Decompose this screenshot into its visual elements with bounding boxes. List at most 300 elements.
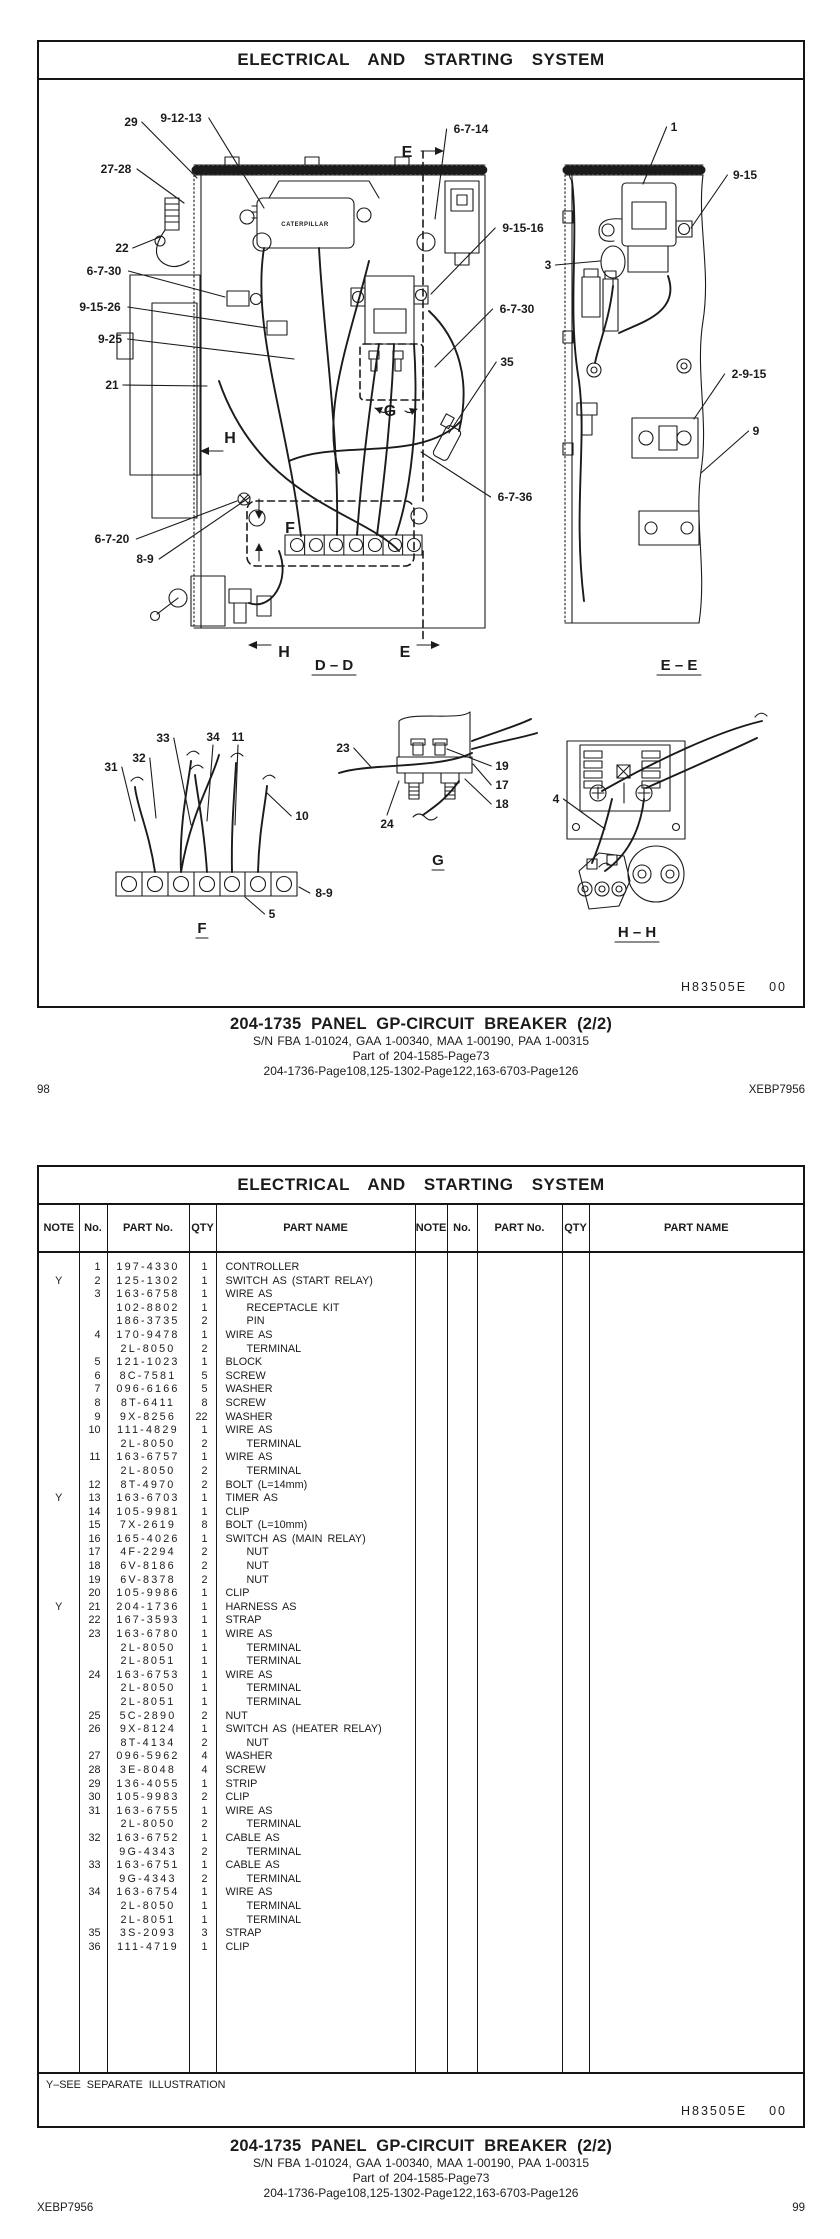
cell-item-no — [447, 1302, 477, 1316]
cell-part-name: TERMINAL — [216, 1642, 415, 1656]
cell-part-no — [477, 1628, 562, 1642]
cell-item-no — [447, 1914, 477, 1928]
cell-part-name: WIRE AS — [216, 1628, 415, 1642]
cell-part-no: 163-6758 — [107, 1288, 189, 1302]
cell-part-no: 2L-8050 — [107, 1642, 189, 1656]
cell-part-no: 2L-8051 — [107, 1655, 189, 1669]
cell-note — [415, 1778, 447, 1792]
cell-qty: 1 — [189, 1601, 216, 1615]
callout-leader — [133, 237, 160, 248]
cell-part-name: NUT — [216, 1574, 415, 1588]
cell-part-name — [589, 1601, 803, 1615]
callout-leader — [150, 758, 156, 818]
cell-part-no: 163-6753 — [107, 1669, 189, 1683]
cell-note — [415, 1315, 447, 1329]
cell-item-no — [447, 1628, 477, 1642]
document-code: XEBP7956 — [37, 2202, 94, 2214]
cell-part-no: 6V-8186 — [107, 1560, 189, 1574]
cell-part-no: 4F-2294 — [107, 1546, 189, 1560]
table-row — [39, 1778, 803, 1792]
table-row — [39, 1275, 803, 1289]
cell-item-no — [447, 1832, 477, 1846]
cell-qty — [562, 1737, 589, 1751]
cell-part-name: TERMINAL — [216, 1846, 415, 1860]
cell-note — [415, 1424, 447, 1438]
cell-note — [415, 1411, 447, 1425]
cell-note — [415, 1438, 447, 1452]
side-panel-view — [563, 165, 706, 623]
cell-part-no: 2L-8051 — [107, 1914, 189, 1928]
cell-note — [415, 1261, 447, 1275]
cell-qty — [562, 1818, 589, 1832]
cell-qty — [562, 1859, 589, 1873]
cell-item-no — [447, 1954, 477, 2072]
cell-part-name — [589, 1451, 803, 1465]
cell-part-no: 2L-8051 — [107, 1696, 189, 1710]
cell-note — [39, 1252, 79, 1261]
cell-item-no: 34 — [79, 1886, 107, 1900]
cell-part-no: 167-3593 — [107, 1614, 189, 1628]
callout-label: 9-15-16 — [502, 221, 544, 235]
cell-item-no — [447, 1723, 477, 1737]
cell-item-no — [447, 1343, 477, 1357]
cell-part-no: 3S-2093 — [107, 1927, 189, 1941]
callout-label: 22 — [115, 241, 129, 255]
cell-note — [39, 1397, 79, 1411]
cell-item-no: 8 — [79, 1397, 107, 1411]
table-row — [39, 1252, 803, 1261]
cell-part-no — [107, 1954, 189, 2072]
cell-part-no — [477, 1302, 562, 1316]
callout-label: 29 — [124, 115, 138, 129]
section-label: F — [197, 920, 207, 937]
cell-qty — [562, 1601, 589, 1615]
footnote-text: Y–SEE SEPARATE ILLUSTRATION — [46, 2079, 226, 2091]
cell-note — [39, 1954, 79, 2072]
table-row — [39, 1506, 803, 1520]
cell-part-no: 111-4719 — [107, 1941, 189, 1955]
cell-part-no — [477, 1900, 562, 1914]
callout-label: 9-25 — [97, 332, 123, 346]
cell-part-no — [477, 1574, 562, 1588]
table-row — [39, 1451, 803, 1465]
cell-qty: 1 — [189, 1941, 216, 1955]
cell-part-no — [477, 1275, 562, 1289]
cell-qty — [562, 1438, 589, 1452]
cell-qty: 2 — [189, 1465, 216, 1479]
cell-part-name — [589, 1723, 803, 1737]
cell-note — [415, 1682, 447, 1696]
table-row — [39, 1750, 803, 1764]
cell-part-name — [589, 1669, 803, 1683]
cell-qty: 2 — [189, 1791, 216, 1805]
cell-item-no — [79, 1914, 107, 1928]
callout-leader — [159, 497, 250, 559]
cell-note — [415, 1288, 447, 1302]
cell-note — [39, 1329, 79, 1343]
cell-item-no: 15 — [79, 1519, 107, 1533]
cell-part-no: 102-8802 — [107, 1302, 189, 1316]
cell-qty: 1 — [189, 1261, 216, 1275]
cell-part-name: BOLT (L=14mm) — [216, 1479, 415, 1493]
cell-part-name — [589, 1424, 803, 1438]
cell-item-no: 29 — [79, 1778, 107, 1792]
cell-qty — [562, 1560, 589, 1574]
col-header-no-: No. — [79, 1205, 107, 1252]
cell-part-no — [477, 1411, 562, 1425]
cell-part-name — [589, 1873, 803, 1887]
cell-part-name: SWITCH AS (MAIN RELAY) — [216, 1533, 415, 1547]
callout-label: 8-9 — [136, 552, 154, 566]
table-row — [39, 1383, 803, 1397]
cell-part-no: 2L-8050 — [107, 1818, 189, 1832]
callout-label: 10 — [295, 809, 309, 823]
cell-part-no: 9X-8256 — [107, 1411, 189, 1425]
table-row — [39, 1642, 803, 1656]
cell-note — [415, 1370, 447, 1384]
cell-part-name: CLIP — [216, 1791, 415, 1805]
cell-part-name — [589, 1275, 803, 1289]
cell-part-name: TERMINAL — [216, 1696, 415, 1710]
cell-part-name — [589, 1465, 803, 1479]
cell-qty: 2 — [189, 1315, 216, 1329]
page-1-title: ELECTRICAL AND STARTING SYSTEM — [39, 42, 803, 80]
cell-part-no — [477, 1642, 562, 1656]
cell-part-name — [589, 1886, 803, 1900]
cell-part-no: 8T-4970 — [107, 1479, 189, 1493]
cell-qty: 1 — [189, 1587, 216, 1601]
cell-qty — [562, 1397, 589, 1411]
cell-item-no — [447, 1451, 477, 1465]
cell-note — [39, 1288, 79, 1302]
cell-item-no — [79, 1642, 107, 1656]
caption-title: 204-1735 PANEL GP-CIRCUIT BREAKER (2/2) — [229, 1015, 613, 1033]
cell-item-no — [447, 1465, 477, 1479]
table-row — [39, 1914, 803, 1928]
cell-part-name — [589, 1506, 803, 1520]
col-header-note: NOTE — [39, 1205, 79, 1252]
cell-part-name: TERMINAL — [216, 1682, 415, 1696]
cell-item-no: 19 — [79, 1574, 107, 1588]
callout-label: 3 — [544, 258, 552, 272]
cell-part-no — [477, 1805, 562, 1819]
cell-item-no: 28 — [79, 1764, 107, 1778]
cell-part-name: TERMINAL — [216, 1914, 415, 1928]
table-row — [39, 1614, 803, 1628]
callout-label: 32 — [132, 751, 146, 765]
cell-qty — [562, 1329, 589, 1343]
cell-part-name — [589, 1628, 803, 1642]
table-row — [39, 1465, 803, 1479]
cell-part-name — [216, 1954, 415, 2072]
callout-label: 1 — [670, 120, 678, 134]
cell-note — [39, 1764, 79, 1778]
cell-part-name: CONTROLLER — [216, 1261, 415, 1275]
cell-qty: 1 — [189, 1682, 216, 1696]
cell-note — [39, 1411, 79, 1425]
section-label: D – D — [314, 657, 354, 674]
cell-qty — [562, 1832, 589, 1846]
cell-qty: 2 — [189, 1818, 216, 1832]
cell-part-no: 9X-8124 — [107, 1723, 189, 1737]
cell-part-no: 197-4330 — [107, 1261, 189, 1275]
table-row — [39, 1519, 803, 1533]
page-number: 99 — [792, 2202, 805, 2214]
table-row — [39, 1886, 803, 1900]
cell-item-no — [447, 1805, 477, 1819]
cell-item-no — [79, 1302, 107, 1316]
cell-qty — [562, 1778, 589, 1792]
cell-qty — [562, 1669, 589, 1683]
cell-item-no — [447, 1750, 477, 1764]
cell-note — [39, 1506, 79, 1520]
cell-part-no — [477, 1791, 562, 1805]
cell-item-no — [447, 1846, 477, 1860]
cell-item-no: 7 — [79, 1383, 107, 1397]
callout-leader — [473, 764, 491, 785]
cell-note — [415, 1642, 447, 1656]
cell-item-no — [447, 1791, 477, 1805]
cell-part-name: WIRE AS — [216, 1886, 415, 1900]
brand-label: CATERPILLAR — [281, 222, 329, 228]
callout-label: 9-12-13 — [160, 111, 202, 125]
view-arrow-label: E — [399, 644, 411, 661]
cell-qty: 1 — [189, 1859, 216, 1873]
view-arrow-label: F — [285, 520, 295, 537]
cell-part-name: BOLT (L=10mm) — [216, 1519, 415, 1533]
cell-item-no: 17 — [79, 1546, 107, 1560]
table-row — [39, 1764, 803, 1778]
table-row — [39, 1682, 803, 1696]
cell-part-no — [477, 1533, 562, 1547]
callout-label: 21 — [105, 378, 119, 392]
cell-item-no — [447, 1252, 477, 1261]
cell-part-name: WIRE AS — [216, 1329, 415, 1343]
cell-qty: 4 — [189, 1764, 216, 1778]
cell-part-no — [477, 1818, 562, 1832]
cell-note — [39, 1370, 79, 1384]
callout-label: 4 — [552, 792, 560, 806]
cell-note — [415, 1859, 447, 1873]
cell-part-no — [477, 1343, 562, 1357]
cell-qty — [562, 1954, 589, 2072]
figure-caption — [37, 1014, 805, 1079]
cell-qty — [562, 1587, 589, 1601]
callout-leader — [142, 122, 197, 178]
cell-qty — [562, 1356, 589, 1370]
cell-qty: 1 — [189, 1914, 216, 1928]
cell-part-no — [477, 1492, 562, 1506]
cell-part-no: 105-9986 — [107, 1587, 189, 1601]
cell-item-no — [79, 1873, 107, 1887]
cell-item-no: 26 — [79, 1723, 107, 1737]
cell-note — [415, 1533, 447, 1547]
callout-label: 9-15-26 — [79, 300, 121, 314]
callout-leader — [267, 793, 291, 816]
cell-qty: 1 — [189, 1669, 216, 1683]
table-row — [39, 1574, 803, 1588]
cell-note — [39, 1655, 79, 1669]
cell-qty: 1 — [189, 1506, 216, 1520]
cell-qty: 8 — [189, 1519, 216, 1533]
cell-part-name — [589, 1519, 803, 1533]
cell-note — [39, 1356, 79, 1370]
plate-number: H83505E — [680, 2104, 748, 2118]
cell-note — [415, 1737, 447, 1751]
cell-part-no — [477, 1723, 562, 1737]
cell-part-name — [589, 1356, 803, 1370]
cell-note — [415, 1791, 447, 1805]
cell-qty — [562, 1479, 589, 1493]
cell-part-name — [589, 1941, 803, 1955]
cell-part-no: 163-6751 — [107, 1859, 189, 1873]
cell-item-no — [447, 1411, 477, 1425]
cell-qty — [562, 1682, 589, 1696]
cell-qty — [562, 1846, 589, 1860]
cell-item-no: 20 — [79, 1587, 107, 1601]
cell-part-name — [589, 1900, 803, 1914]
cell-note — [415, 1669, 447, 1683]
table-row — [39, 1601, 803, 1615]
cell-part-name: TERMINAL — [216, 1465, 415, 1479]
cell-part-name — [589, 1791, 803, 1805]
cell-note — [39, 1927, 79, 1941]
col-header-no-: No. — [447, 1205, 477, 1252]
cell-note — [415, 1479, 447, 1493]
cell-item-no — [447, 1424, 477, 1438]
cell-qty — [562, 1927, 589, 1941]
cell-note — [415, 1873, 447, 1887]
cell-qty — [562, 1424, 589, 1438]
cell-qty: 22 — [189, 1411, 216, 1425]
cell-note — [39, 1628, 79, 1642]
callout-label: 19 — [495, 759, 509, 773]
cell-item-no — [447, 1479, 477, 1493]
cell-qty — [562, 1288, 589, 1302]
cell-item-no — [79, 1655, 107, 1669]
cell-item-no: 11 — [79, 1451, 107, 1465]
cell-part-name: STRAP — [216, 1927, 415, 1941]
table-row — [39, 1587, 803, 1601]
cell-note — [415, 1601, 447, 1615]
cell-qty: 1 — [189, 1492, 216, 1506]
cell-item-no — [447, 1356, 477, 1370]
cell-note — [415, 1886, 447, 1900]
cell-qty — [562, 1451, 589, 1465]
cell-part-name: WIRE AS — [216, 1805, 415, 1819]
view-arrow-label: H — [224, 430, 236, 447]
cell-note: Y — [39, 1275, 79, 1289]
cell-qty: 2 — [189, 1846, 216, 1860]
cell-part-name: TIMER AS — [216, 1492, 415, 1506]
cell-part-name: TERMINAL — [216, 1655, 415, 1669]
cell-item-no — [447, 1642, 477, 1656]
cell-item-no: 31 — [79, 1805, 107, 1819]
cell-qty: 1 — [189, 1275, 216, 1289]
callout-label: 9 — [752, 424, 760, 438]
view-arrow-label: G — [383, 403, 397, 420]
callout-leader — [563, 799, 605, 829]
callout-label: 34 — [206, 730, 220, 744]
table-row — [39, 1927, 803, 1941]
cell-note — [39, 1560, 79, 1574]
cell-note — [415, 1560, 447, 1574]
page-2-frame — [37, 1165, 805, 2128]
table-row — [39, 1791, 803, 1805]
cell-part-name — [216, 1252, 415, 1261]
cell-item-no — [447, 1873, 477, 1887]
cell-qty: 4 — [189, 1750, 216, 1764]
plate-code — [681, 980, 787, 994]
cell-note — [415, 1914, 447, 1928]
cell-qty — [189, 1252, 216, 1261]
cell-part-name — [589, 1492, 803, 1506]
cell-part-name: WIRE AS — [216, 1424, 415, 1438]
table-row — [39, 1492, 803, 1506]
col-header-note: NOTE — [415, 1205, 447, 1252]
cell-part-no: 3E-8048 — [107, 1764, 189, 1778]
cell-part-no — [477, 1954, 562, 2072]
cell-item-no: 1 — [79, 1261, 107, 1275]
cell-item-no — [79, 1315, 107, 1329]
cell-item-no — [447, 1764, 477, 1778]
cell-item-no — [447, 1329, 477, 1343]
cell-part-no — [477, 1424, 562, 1438]
cell-qty: 1 — [189, 1778, 216, 1792]
cell-part-no: 2L-8050 — [107, 1900, 189, 1914]
cell-part-name: NUT — [216, 1560, 415, 1574]
cell-item-no — [447, 1941, 477, 1955]
cell-qty: 2 — [189, 1479, 216, 1493]
cell-note — [415, 1832, 447, 1846]
cell-item-no: 25 — [79, 1710, 107, 1724]
cell-note — [415, 1275, 447, 1289]
callout-leader — [449, 362, 496, 433]
cell-part-no: 9G-4343 — [107, 1873, 189, 1887]
cell-part-no: 6V-8378 — [107, 1574, 189, 1588]
cell-part-name: TERMINAL — [216, 1900, 415, 1914]
callout-leader — [555, 261, 600, 265]
cell-qty: 2 — [189, 1560, 216, 1574]
cell-qty: 2 — [189, 1574, 216, 1588]
cell-part-no: 2L-8050 — [107, 1682, 189, 1696]
cell-part-no: 2L-8050 — [107, 1438, 189, 1452]
caption-serials: S/N FBA 1-01024, GAA 1-00340, MAA 1-00190, PAA 1-00315 — [253, 1034, 589, 1048]
cell-qty: 1 — [189, 1288, 216, 1302]
cell-part-name: HARNESS AS — [216, 1601, 415, 1615]
cell-part-no — [477, 1764, 562, 1778]
cell-part-no — [477, 1614, 562, 1628]
cell-item-no — [447, 1533, 477, 1547]
cell-part-name — [589, 1438, 803, 1452]
cell-item-no — [447, 1397, 477, 1411]
cell-note — [39, 1315, 79, 1329]
cell-part-name — [589, 1560, 803, 1574]
table-row — [39, 1533, 803, 1547]
cell-part-no — [477, 1696, 562, 1710]
table-row — [39, 1356, 803, 1370]
cell-note: Y — [39, 1492, 79, 1506]
cell-qty: 1 — [189, 1451, 216, 1465]
cell-qty — [562, 1519, 589, 1533]
cell-part-no: 111-4829 — [107, 1424, 189, 1438]
cell-item-no — [79, 1343, 107, 1357]
cell-item-no: 9 — [79, 1411, 107, 1425]
cell-part-no: 163-6755 — [107, 1805, 189, 1819]
cell-qty — [562, 1710, 589, 1724]
cell-note — [39, 1343, 79, 1357]
cell-qty: 1 — [189, 1642, 216, 1656]
